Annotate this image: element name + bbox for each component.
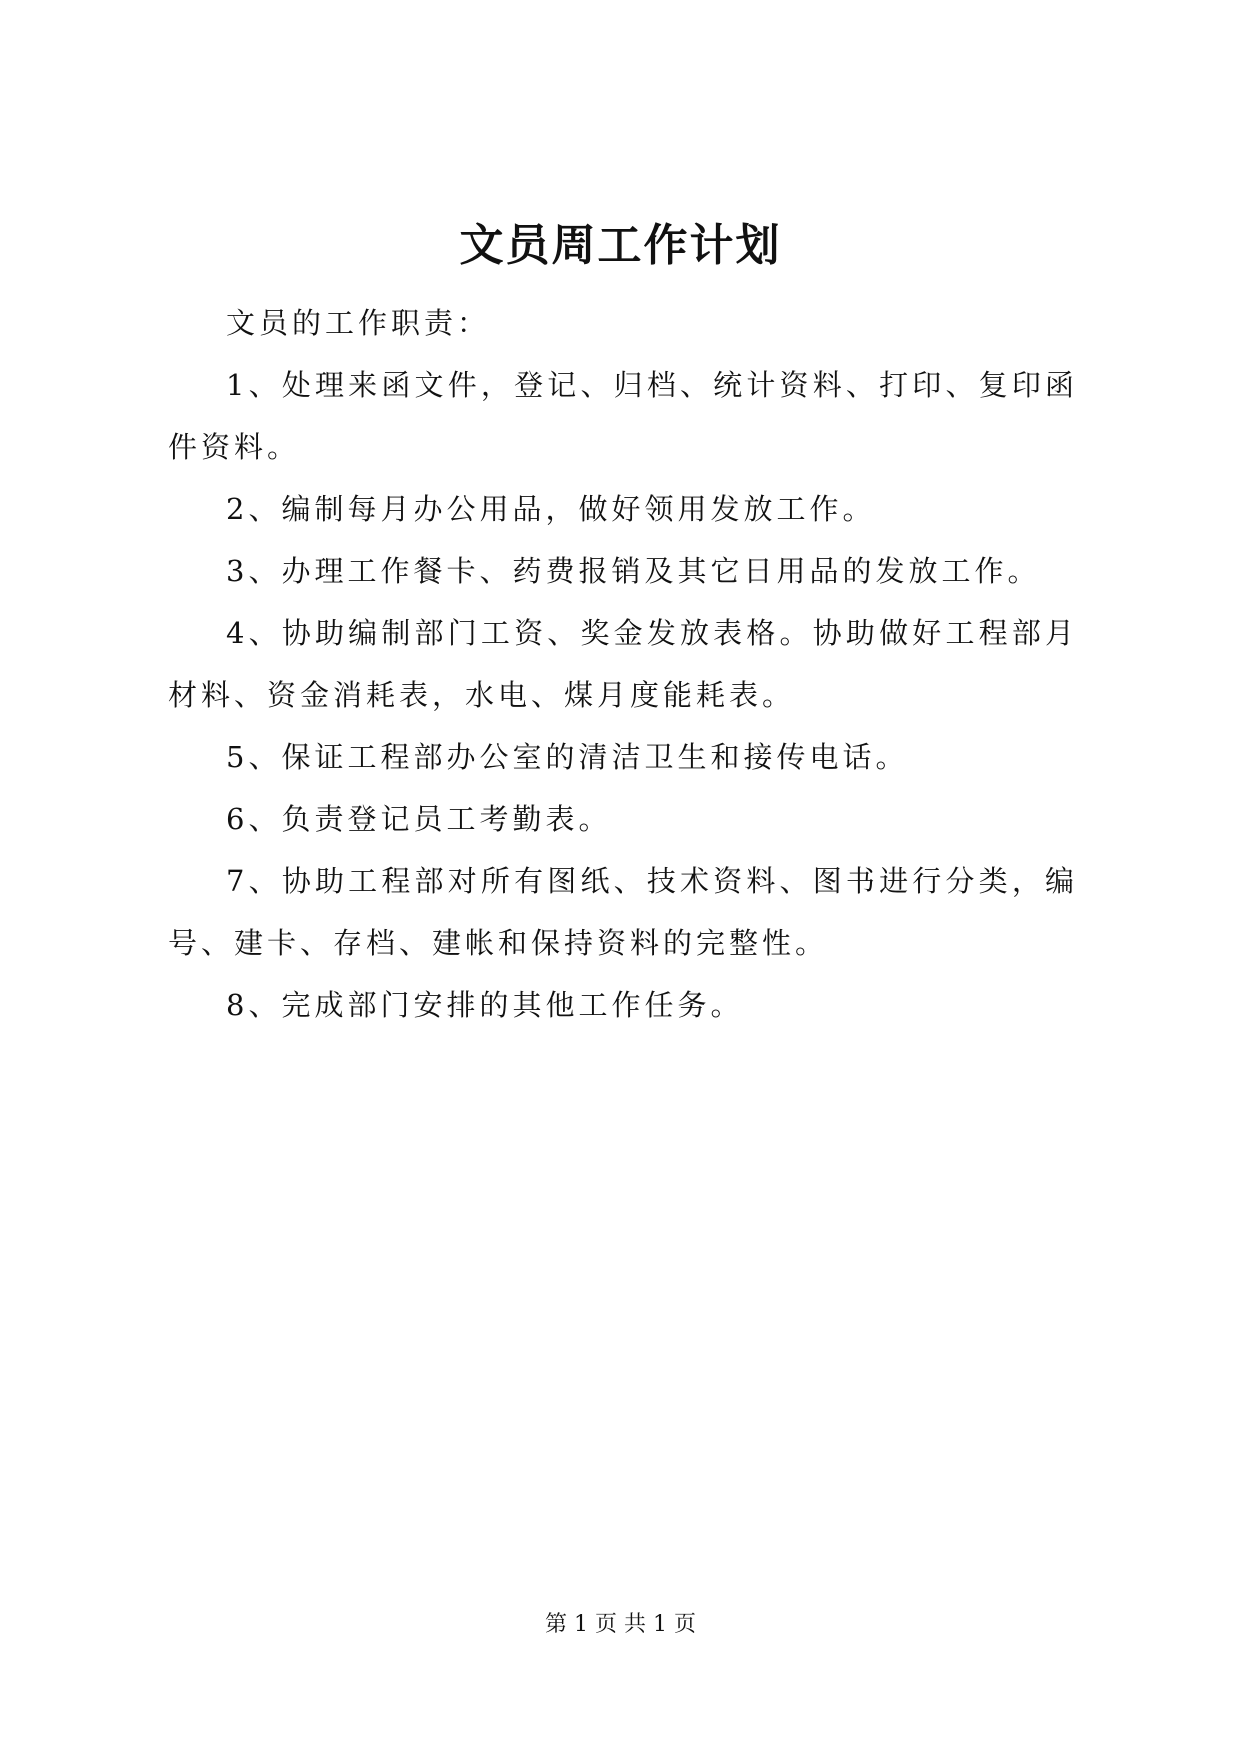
paragraph-item-8: 8、完成部门安排的其他工作任务。 [226,988,744,1022]
page-number-footer: 第 1 页 共 1 页 [545,1612,696,1637]
paragraph-item-1: 1、处理来函文件，登记、归档、统计资料、打印、复印函件资料。 [168,368,1078,464]
paragraph-intro: 文员的工作职责： [226,306,491,340]
document-body [168,292,1078,1036]
paragraph-item-4: 4、协助编制部门工资、奖金发放表格。协助做好工程部月材料、资金消耗表，水电、煤月度能耗表。 [168,616,1078,712]
paragraph-item-7: 7、协助工程部对所有图纸、技术资料、图书进行分类，编号、建卡、存档、建帐和保持资料的完整性。 [168,864,1078,960]
paragraph-item-2: 2、编制每月办公用品，做好领用发放工作。 [226,492,876,526]
paragraph-item-3: 3、办理工作餐卡、药费报销及其它日用品的发放工作。 [226,554,1041,588]
paragraph-item-5: 5、保证工程部办公室的清洁卫生和接传电话。 [226,740,909,774]
paragraph-item-6: 6、负责登记员工考勤表。 [226,802,612,836]
document-title: 文员周工作计划 [459,220,782,271]
